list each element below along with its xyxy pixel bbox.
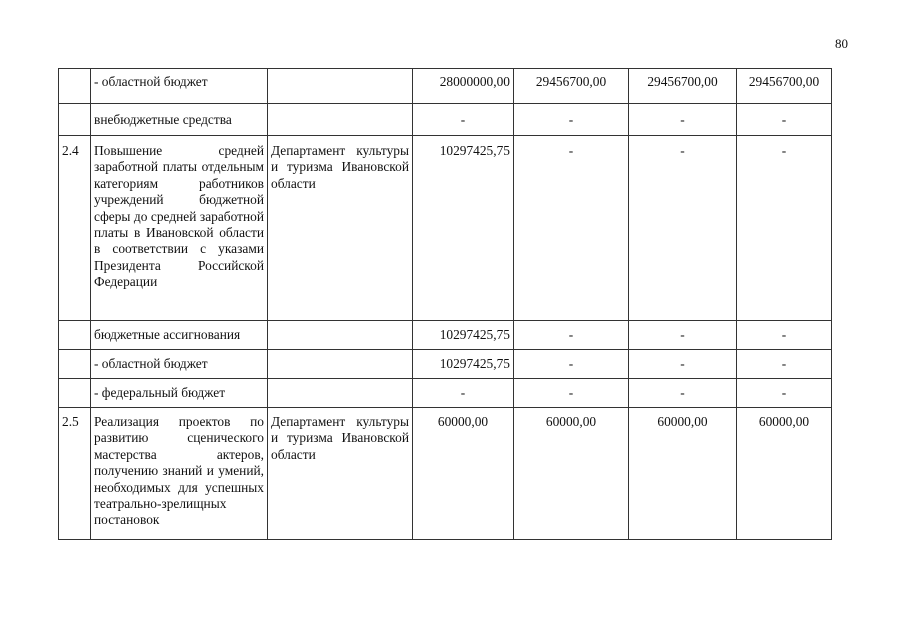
row-name: внебюджетные средства (91, 104, 268, 136)
row-number: 2.5 (59, 408, 91, 540)
value-col-3: - (629, 321, 737, 350)
value-col-4: - (737, 136, 832, 321)
value-col-2: 60000,00 (514, 408, 629, 540)
table-row (59, 321, 832, 350)
value-col-4: - (737, 104, 832, 136)
row-department (268, 321, 413, 350)
value-col-2: - (514, 379, 629, 408)
value-col-1: 10297425,75 (413, 321, 514, 350)
value-col-4: - (737, 379, 832, 408)
row-name: - областной бюджет (91, 69, 268, 104)
value-col-1: 28000000,00 (413, 69, 514, 104)
row-department: Департамент культуры и туризма Ивановской области (268, 136, 413, 321)
table-row (59, 379, 832, 408)
budget-table (58, 68, 832, 540)
table-row (59, 350, 832, 379)
table-row (59, 408, 832, 540)
row-name: бюджетные ассигнования (91, 321, 268, 350)
value-col-1: 60000,00 (413, 408, 514, 540)
value-col-3: - (629, 350, 737, 379)
value-col-2: - (514, 104, 629, 136)
value-col-2: - (514, 321, 629, 350)
row-number: 2.4 (59, 136, 91, 321)
value-col-4: - (737, 321, 832, 350)
row-number (59, 379, 91, 408)
value-col-1: - (413, 104, 514, 136)
row-number (59, 104, 91, 136)
page-number: 80 (835, 36, 848, 51)
row-name: - федеральный бюджет (91, 379, 268, 408)
row-department (268, 69, 413, 104)
row-number (59, 321, 91, 350)
value-col-3: - (629, 379, 737, 408)
table-row (59, 69, 832, 104)
value-col-4: 29456700,00 (737, 69, 832, 104)
row-number (59, 350, 91, 379)
value-col-2: - (514, 350, 629, 379)
value-col-1: 10297425,75 (413, 136, 514, 321)
value-col-4: 60000,00 (737, 408, 832, 540)
value-col-3: - (629, 104, 737, 136)
row-name: Повышение средней заработной платы отдельным категориям работников учреждений бюджетной сферы до средней заработной платы в Ивановской области в соответствии с указами Президента Российской Федерации (91, 136, 268, 321)
row-department (268, 379, 413, 408)
value-col-1: 10297425,75 (413, 350, 514, 379)
value-col-3: - (629, 136, 737, 321)
value-col-2: - (514, 136, 629, 321)
value-col-1: - (413, 379, 514, 408)
row-department: Департамент культуры и туризма Ивановской области (268, 408, 413, 540)
table-row (59, 136, 832, 321)
row-number (59, 69, 91, 104)
value-col-3: 29456700,00 (629, 69, 737, 104)
table-row (59, 104, 832, 136)
value-col-4: - (737, 350, 832, 379)
row-name: - областной бюджет (91, 350, 268, 379)
value-col-2: 29456700,00 (514, 69, 629, 104)
row-department (268, 350, 413, 379)
row-name: Реализация проектов по развитию сценического мастерства актеров, получению знаний и умений, необходимых для успешных театрально-зрелищных постановок (91, 408, 268, 540)
row-department (268, 104, 413, 136)
value-col-3: 60000,00 (629, 408, 737, 540)
